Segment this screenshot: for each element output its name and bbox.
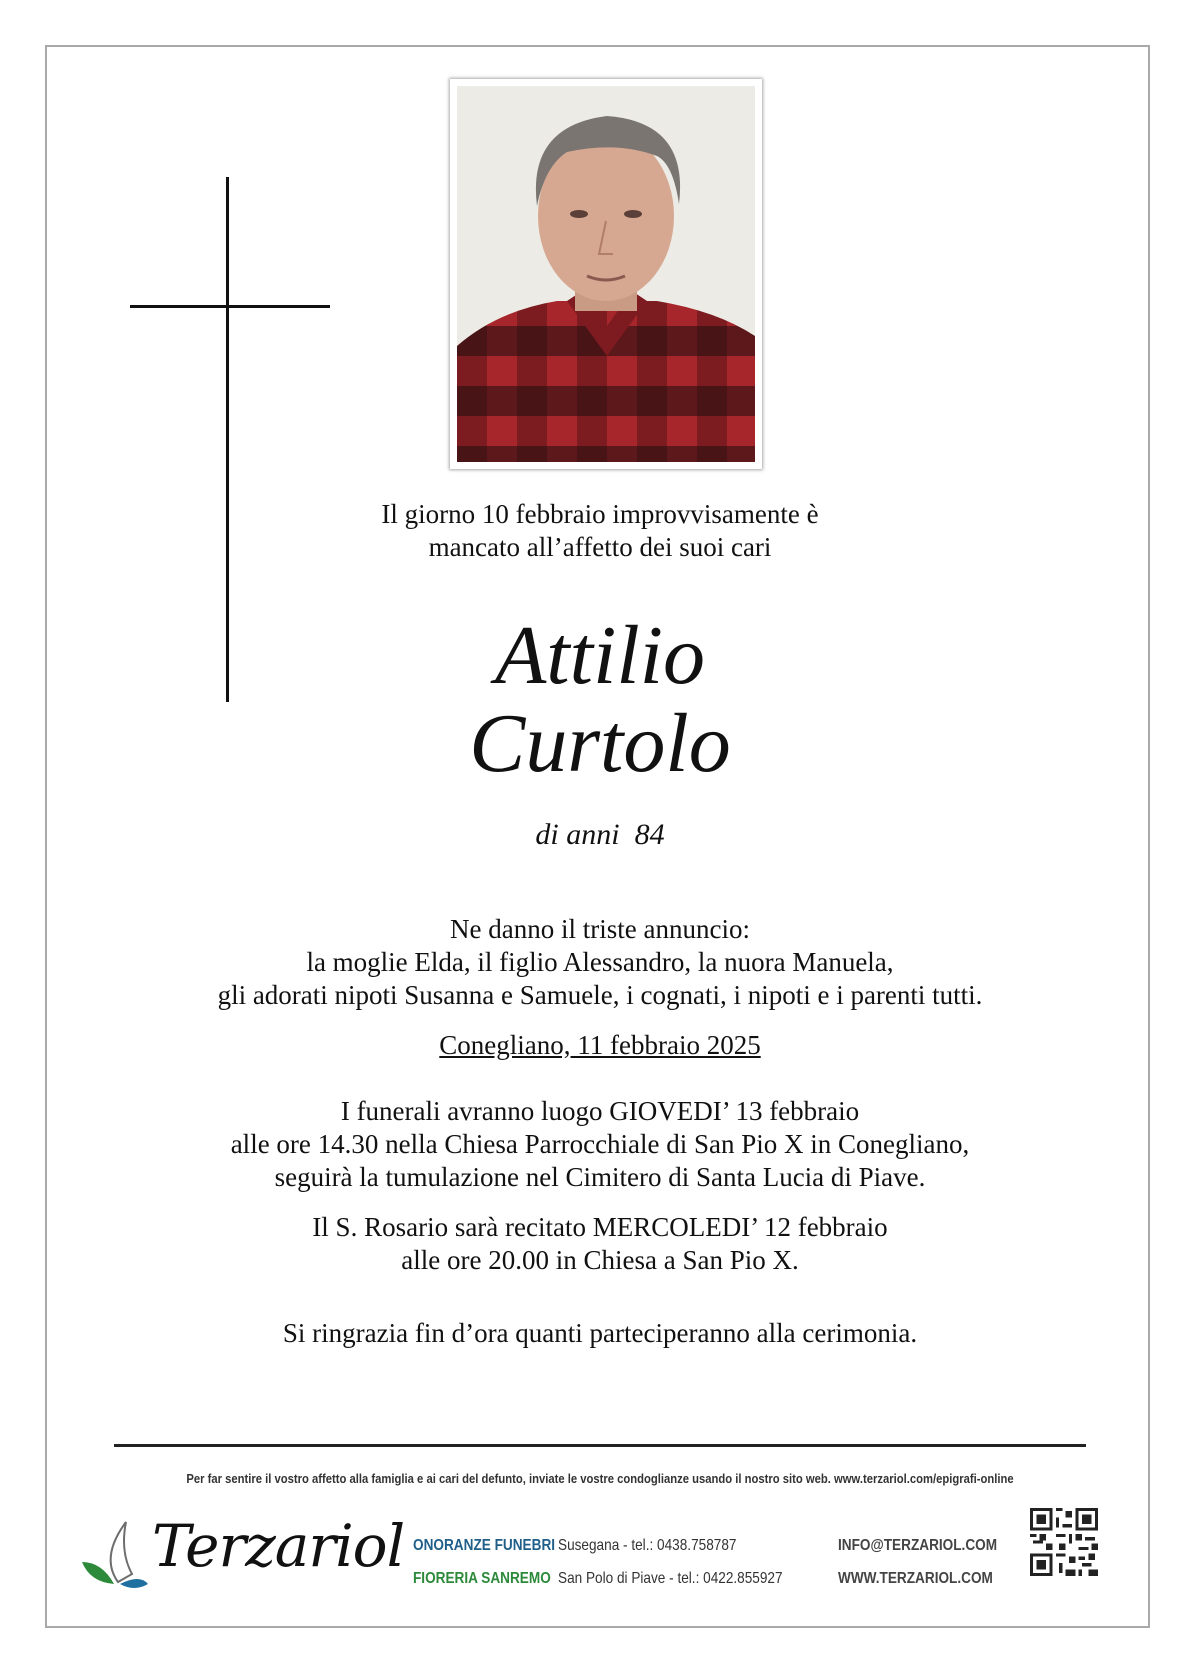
first-name: Attilio <box>495 609 705 702</box>
portrait-photo <box>450 79 762 469</box>
address-susegana: Susegana - tel.: 0438.758787 <box>558 1537 737 1554</box>
cross-icon-bar <box>130 305 330 308</box>
website-link[interactable]: WWW.TERZARIOL.COM <box>838 1570 993 1587</box>
announce-line-1: Ne danno il triste annuncio: <box>450 914 750 944</box>
brand-onoranze: ONORANZE FUNEBRI <box>413 1537 556 1554</box>
address-san-polo: San Polo di Piave - tel.: 0422.855927 <box>558 1570 783 1587</box>
logo-wordmark: Terzariol <box>152 1512 405 1580</box>
deceased-name <box>100 609 1100 790</box>
terzariol-logo <box>80 1512 410 1592</box>
age-text: di anni 84 <box>535 818 665 851</box>
funeral-line-2: alle ore 14.30 nella Chiesa Parrocchiale di San Pio X in Conegliano, <box>230 1129 970 1159</box>
addresses <box>558 1529 783 1595</box>
intro-text <box>100 498 1100 564</box>
email-link[interactable]: INFO@TERZARIOL.COM <box>838 1537 998 1554</box>
place-date <box>100 1029 1100 1062</box>
thanks-text: Si ringrazia fin d’ora quanti parteciperanno alla cerimonia. <box>282 1318 918 1348</box>
place-date-text: Conegliano, 11 febbraio 2025 <box>439 1030 761 1060</box>
funeral-line-1: I funerali avranno luogo GIOVEDI’ 13 febbraio <box>340 1096 860 1126</box>
funeral-line-3: seguirà la tumulazione nel Cimitero di Santa Lucia di Piave. <box>274 1162 926 1192</box>
rosary-line-2: alle ore 20.00 in Chiesa a San Pio X. <box>401 1245 799 1275</box>
announcement <box>100 913 1100 1012</box>
leaf-logo-icon <box>80 1512 152 1592</box>
intro-line-1: Il giorno 10 febbraio improvvisamente è <box>381 499 819 529</box>
announce-line-3: gli adorati nipoti Susanna e Samuele, i cognati, i nipoti e i parenti tutti. <box>217 980 983 1010</box>
rosary-info <box>100 1211 1100 1277</box>
contacts <box>838 1529 998 1595</box>
brand-fioreria: FIORERIA SANREMO <box>413 1570 551 1587</box>
last-name: Curtolo <box>469 697 731 790</box>
announce-line-2: la moglie Elda, il figlio Alessandro, la nuora Manuela, <box>306 947 894 977</box>
funeral-info <box>100 1095 1100 1194</box>
intro-line-2: mancato all’affetto dei suoi cari <box>428 532 772 562</box>
rosary-line-1: Il S. Rosario sarà recitato MERCOLEDI’ 12 febbraio <box>312 1212 888 1242</box>
portrait-image <box>457 86 755 462</box>
footer-divider <box>114 1444 1086 1447</box>
brand-names <box>413 1529 555 1595</box>
qr-code-icon[interactable] <box>1030 1508 1098 1576</box>
condolences-note: Per far sentire il vostro affetto alla famiglia e ai cari del defunto, inviate le vostre condoglianze usando il nostro sito web. www.terzariol.com/epigrafi-online <box>186 1472 1014 1486</box>
